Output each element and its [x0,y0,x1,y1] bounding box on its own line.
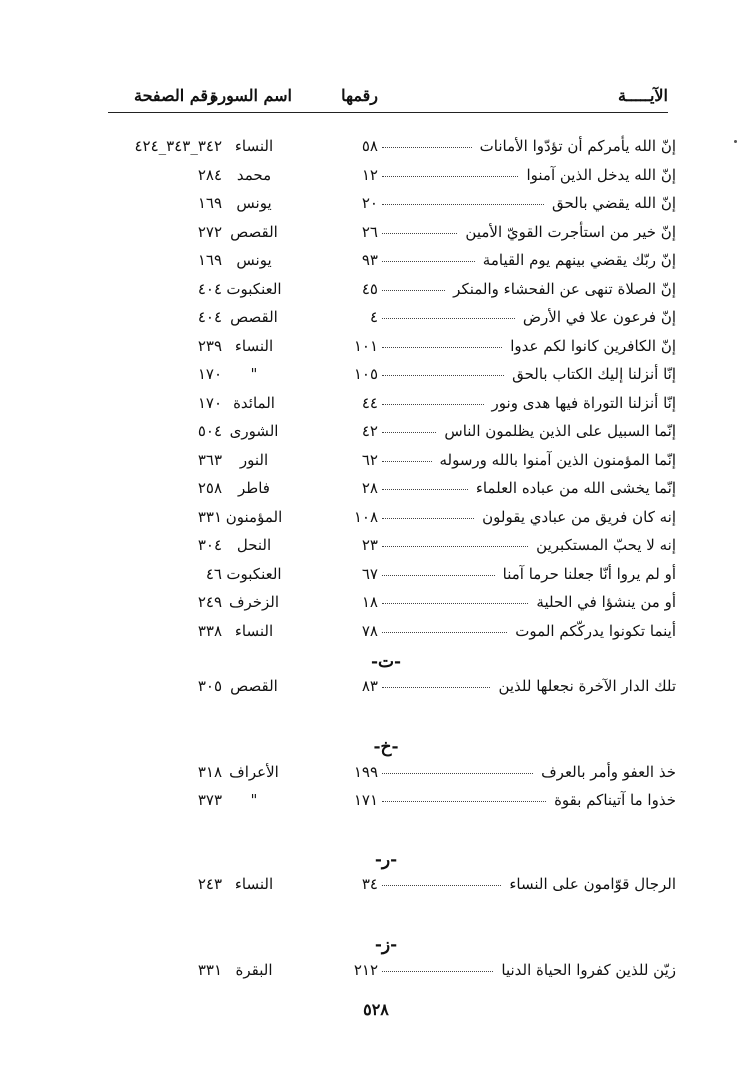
section-letter: -ت- [370,652,402,672]
sura-name: المؤمنون [225,507,283,526]
leader-dots [382,801,546,802]
page-ref: ٢٨٤ [197,165,222,184]
header-number: رقمها [341,86,378,105]
page-ref: ٣٧٣ [197,791,222,809]
leader-dots [382,204,544,205]
verse-text: إنّ ربّك يقضي بينهم يوم القيامة [482,251,676,269]
verse-text: إنه كان فريق من عبادي يقولون [482,507,676,526]
section-letter: -ر- [374,850,398,870]
leader-dots [382,290,445,291]
sura-name: " [250,365,258,383]
leader-dots [382,489,468,490]
leader-dots [382,432,436,433]
sura-name: فاطر [238,479,270,497]
leader-dots [382,233,457,234]
section-letter: -ز- [374,935,398,955]
index-row [0,786,752,814]
page-ref: ١٧٠ [197,365,222,383]
verse-text: إنّ الله يقضي بالحق [551,194,676,212]
index-row [0,503,752,531]
verse-number: ٢٨ [361,479,378,497]
index-row [0,531,752,559]
verse-number: ٢٠ [361,194,378,212]
verse-text: خذ العفو وأمر بالعرف [541,763,676,781]
sura-name: الزخرف [228,593,280,611]
verse-text: الرجال قوّامون على النساء [509,875,676,893]
header-divider [108,112,668,113]
sura-name: المائدة [233,393,275,412]
sura-name: الأعراف [229,763,279,781]
verse-number: ٤٤ [361,393,378,412]
index-row [0,758,752,786]
sura-name: القصص [230,222,278,241]
leader-dots [382,632,507,633]
verse-number: ٦٢ [361,450,378,469]
index-row [0,446,752,474]
index-row [0,389,752,417]
verse-number: ١٧١ [353,791,378,809]
page-ref: ٤٠٤ [197,279,222,298]
leader-dots [382,773,533,774]
verse-number: ١٩٩ [353,763,378,781]
verse-text: إنّا أنزلنا إليك الكتاب بالحق [512,365,676,383]
verse-text: أينما تكونوا يدركّكم الموت [515,621,676,640]
page-ref: ٤٦ [205,564,222,583]
leader-dots [382,603,528,604]
index-row [0,161,752,189]
index-row [0,132,752,160]
page-number: ٥٢٨ [363,1000,389,1019]
sura-name: محمد [236,165,272,184]
page-ref: ٢٤٩ [197,593,222,611]
index-row [0,303,752,331]
verse-number: ١٨ [361,593,378,611]
verse-text: إنّ الكافرين كانوا لكم عدوا [510,336,676,355]
page-ref: ١٧٠ [197,393,222,412]
verse-text: إنّما المؤمنون الذين آمنوا بالله ورسوله [439,450,676,469]
verse-number: ٣٤ [361,875,378,893]
verse-number: ٢٣ [361,536,378,554]
sura-name: النور [239,450,269,469]
sura-name: النساء [234,336,274,355]
verse-text: إنّا أنزلنا التوراة فيها هدى ونور [491,393,676,412]
verse-number: ٤٥ [361,279,378,298]
index-row [0,560,752,588]
index-row [0,417,752,445]
verse-number: ٧٨ [361,621,378,640]
leader-dots [382,147,472,148]
verse-text: إنّ الله يأمركم أن تؤدّوا الأمانات [479,137,676,155]
leader-dots [382,318,515,319]
page-ref: ٣٤٢_٣٤٣_٤٢٤ [134,137,222,155]
page-ref: ٥٠٤ [197,422,222,440]
sura-name: النحل [236,536,272,554]
header-sura: اسم السورة [209,86,292,105]
index-row [0,474,752,502]
header-verse: الآيـــــة [617,86,668,105]
sura-name: " [250,791,258,809]
verse-text: إنّ الله يدخل الذين آمنوا [526,165,676,184]
leader-dots [382,261,475,262]
leader-dots [382,176,518,177]
page-ref: ٢٤٣ [197,875,222,893]
verse-text: إنّ فرعون علا في الأرض [522,308,676,326]
index-row [0,189,752,217]
verse-number: ٩٣ [361,251,378,269]
sura-name: العنكبوت [226,564,282,583]
verse-number: ٤٢ [361,422,378,440]
leader-dots [382,518,474,519]
verse-text: خذوا ما آتيناكم بقوة [554,791,676,809]
verse-text: تلك الدار الآخرة نجعلها للذين [498,677,676,695]
page-ref: ٣٣١ [197,961,222,979]
verse-text: إنّما يخشى الله من عباده العلماء [475,479,676,497]
index-row [0,246,752,274]
index-row [0,617,752,645]
leader-dots [382,404,484,405]
leader-dots [382,575,495,576]
index-row [0,332,752,360]
leader-dots [382,971,493,972]
sura-name: القصص [230,308,278,326]
sura-name: العنكبوت [226,279,282,298]
verse-number: ٦٧ [361,564,378,583]
verse-number: ٢٦ [361,222,378,241]
verse-number: ٨٣ [361,677,378,695]
index-row [0,360,752,388]
leader-dots [382,347,502,348]
verse-number: ١٠١ [353,336,378,355]
page-ref: ٣٠٥ [197,677,222,695]
leader-dots [382,546,528,547]
sura-name: النساء [234,137,274,155]
section-letter: -خ- [373,737,399,757]
index-row [0,956,752,984]
verse-number: ٤ [369,308,378,326]
index-row [0,588,752,616]
verse-number: ١٢ [361,165,378,184]
verse-text: إنّما السبيل على الذين يظلمون الناس [444,422,676,440]
sura-name: النساء [234,875,274,893]
index-row [0,672,752,700]
leader-dots [382,461,432,462]
header-page: رقم الصفحة [134,86,216,105]
verse-number: ٢١٢ [353,961,378,979]
page-ref: ٣٣٨ [197,621,222,640]
verse-number: ١٠٨ [353,507,378,526]
verse-text: زيّن للذين كفروا الحياة الدنيا [501,961,676,979]
sura-name: البقرة [235,961,273,979]
page-ref: ٣٦٣ [197,450,222,469]
sura-name: يونس [236,194,272,212]
page-ref: ٤٠٤ [197,308,222,326]
sura-name: القصص [230,677,278,695]
sura-name: النساء [234,621,274,640]
sura-name: الشورى [229,422,279,440]
page-ref: ٢٣٩ [197,336,222,355]
verse-number: ١٠٥ [353,365,378,383]
index-row [0,870,752,898]
verse-text: إنّ خير من استأجرت القويّ الأمين [465,222,676,241]
page-ref: ٣٣١ [197,507,222,526]
leader-dots [382,375,504,376]
leader-dots [382,687,490,688]
page-ref: ١٦٩ [197,194,222,212]
page-ref: ٢٥٨ [197,479,222,497]
index-row [0,275,752,303]
page-ref: ٢٧٢ [197,222,222,241]
leader-dots [382,885,501,886]
sura-name: يونس [236,251,272,269]
verse-text: إنه لا يحبّ المستكبرين [536,536,676,554]
page-ref: ١٦٩ [197,251,222,269]
page-ref: ٣٠٤ [197,536,222,554]
verse-text: إنّ الصلاة تنهى عن الفحشاء والمنكر [453,279,676,298]
verse-text: أو من ينشؤا في الحلية [536,593,676,611]
verse-number: ٥٨ [361,137,378,155]
page-ref: ٣١٨ [197,763,222,781]
verse-text: أو لم يروا أنّا جعلنا حرما آمنا [502,564,676,583]
index-row [0,218,752,246]
